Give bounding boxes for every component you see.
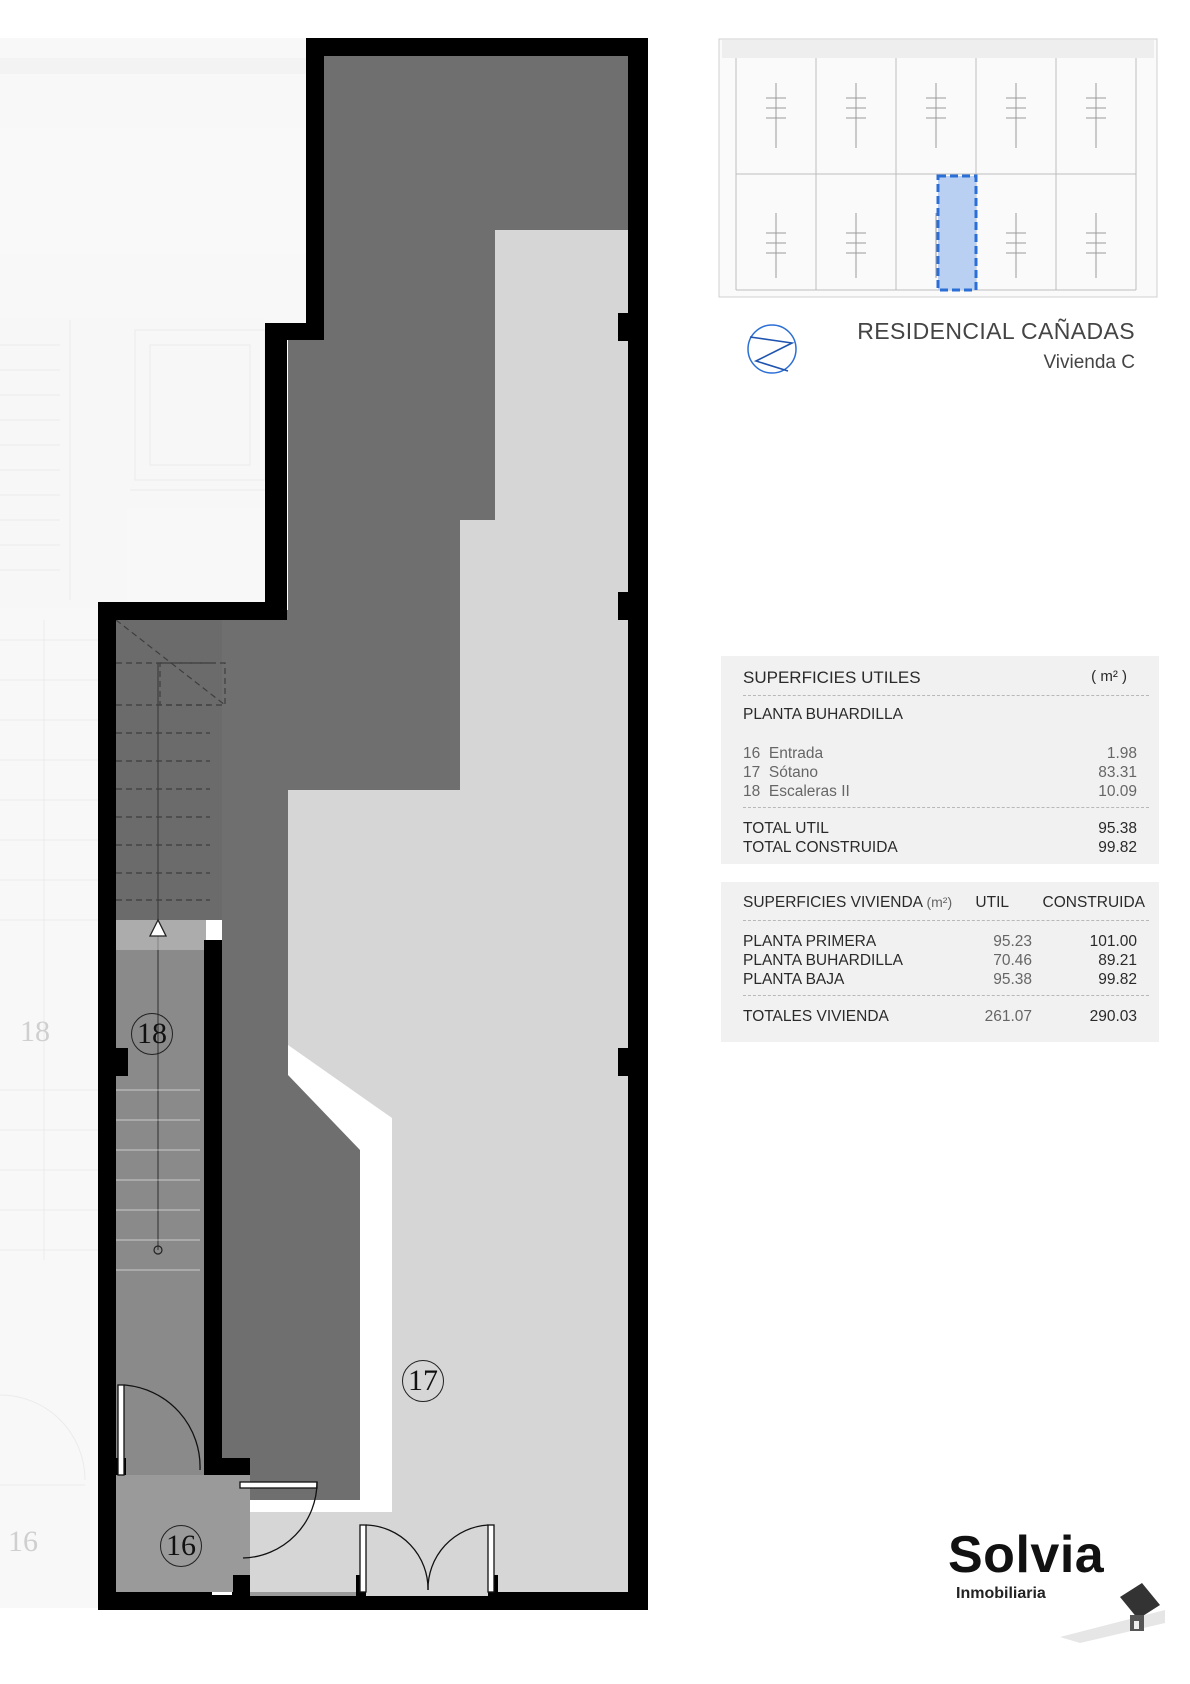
vivienda-row — [743, 971, 1137, 991]
vivienda-row-name: PLANTA PRIMERA — [743, 933, 877, 950]
unit-name: Vivienda C — [1043, 352, 1135, 373]
vivienda-row-name: PLANTA BUHARDILLA — [743, 952, 903, 969]
room-row-num: 17 — [743, 764, 761, 781]
room-row — [743, 764, 1137, 784]
room-row-name: Escaleras II — [768, 783, 850, 800]
total-util-value: 95.38 — [1098, 820, 1137, 837]
north-arrow-icon — [746, 323, 798, 375]
floor-stair-area — [116, 620, 222, 920]
key-plan-highlight — [938, 176, 976, 290]
totales-vivienda-row — [743, 1008, 1137, 1028]
superficies-vivienda-unit: (m²) — [926, 894, 953, 910]
room-row-value: 10.09 — [1098, 783, 1137, 800]
ghost-room-number-18: 18 — [20, 1015, 50, 1048]
total-util-row — [743, 820, 1137, 840]
superficies-utiles-header — [743, 668, 1137, 688]
vivienda-row-util: 95.23 — [993, 933, 1032, 950]
col-construida-header: CONSTRUIDA — [1042, 894, 1145, 911]
room-number-16: 16 — [160, 1525, 202, 1567]
room-row-value: 83.31 — [1098, 764, 1137, 781]
total-construida-value: 99.82 — [1098, 839, 1137, 856]
total-construida-row — [743, 839, 1137, 859]
floor-name — [743, 706, 1137, 726]
col-util-header: UTIL — [975, 894, 1009, 911]
superficies-vivienda-title: SUPERFICIES VIVIENDA — [743, 894, 923, 911]
ghost-room-number-16: 16 — [8, 1525, 38, 1558]
superficies-utiles-panel — [721, 656, 1159, 864]
room-row-value: 1.98 — [1106, 745, 1137, 762]
project-name: RESIDENCIAL CAÑADAS — [857, 318, 1135, 344]
total-construida-label: TOTAL CONSTRUIDA — [743, 839, 898, 856]
room-row-name: Sótano — [768, 764, 819, 781]
vivienda-row-construida: 99.82 — [1098, 971, 1137, 988]
vivienda-row-util: 70.46 — [993, 952, 1032, 969]
floor-name-label: PLANTA BUHARDILLA — [743, 706, 903, 723]
room-row-name: Entrada — [768, 745, 824, 762]
room-row — [743, 783, 1137, 803]
vivienda-row-util: 95.38 — [993, 971, 1032, 988]
superficies-vivienda-panel — [721, 882, 1159, 1042]
totales-vivienda-label: TOTALES VIVIENDA — [743, 1008, 889, 1025]
vivienda-row — [743, 933, 1137, 953]
vivienda-row — [743, 952, 1137, 972]
house-icon — [1060, 1575, 1170, 1645]
total-util-label: TOTAL UTIL — [743, 820, 829, 837]
vivienda-row-construida: 101.00 — [1089, 933, 1137, 950]
vivienda-row-construida: 89.21 — [1098, 952, 1137, 969]
superficies-vivienda-header — [743, 894, 1145, 914]
room-row-num: 16 — [743, 745, 761, 762]
room-number-18: 18 — [131, 1013, 173, 1055]
room-number-17: 17 — [402, 1360, 444, 1402]
room-row — [743, 745, 1137, 765]
superficies-utiles-unit: ( m² ) — [1091, 668, 1127, 685]
logo-subtitle: Inmobiliaria — [956, 1585, 1046, 1602]
room-row-num: 18 — [743, 783, 761, 800]
totales-vivienda-util: 261.07 — [984, 1008, 1032, 1025]
vivienda-row-name: PLANTA BAJA — [743, 971, 845, 988]
totales-vivienda-construida: 290.03 — [1089, 1008, 1137, 1025]
key-plan — [718, 38, 1158, 300]
logo-name: Solvia — [948, 1526, 1105, 1584]
superficies-utiles-title: SUPERFICIES UTILES — [743, 668, 921, 687]
